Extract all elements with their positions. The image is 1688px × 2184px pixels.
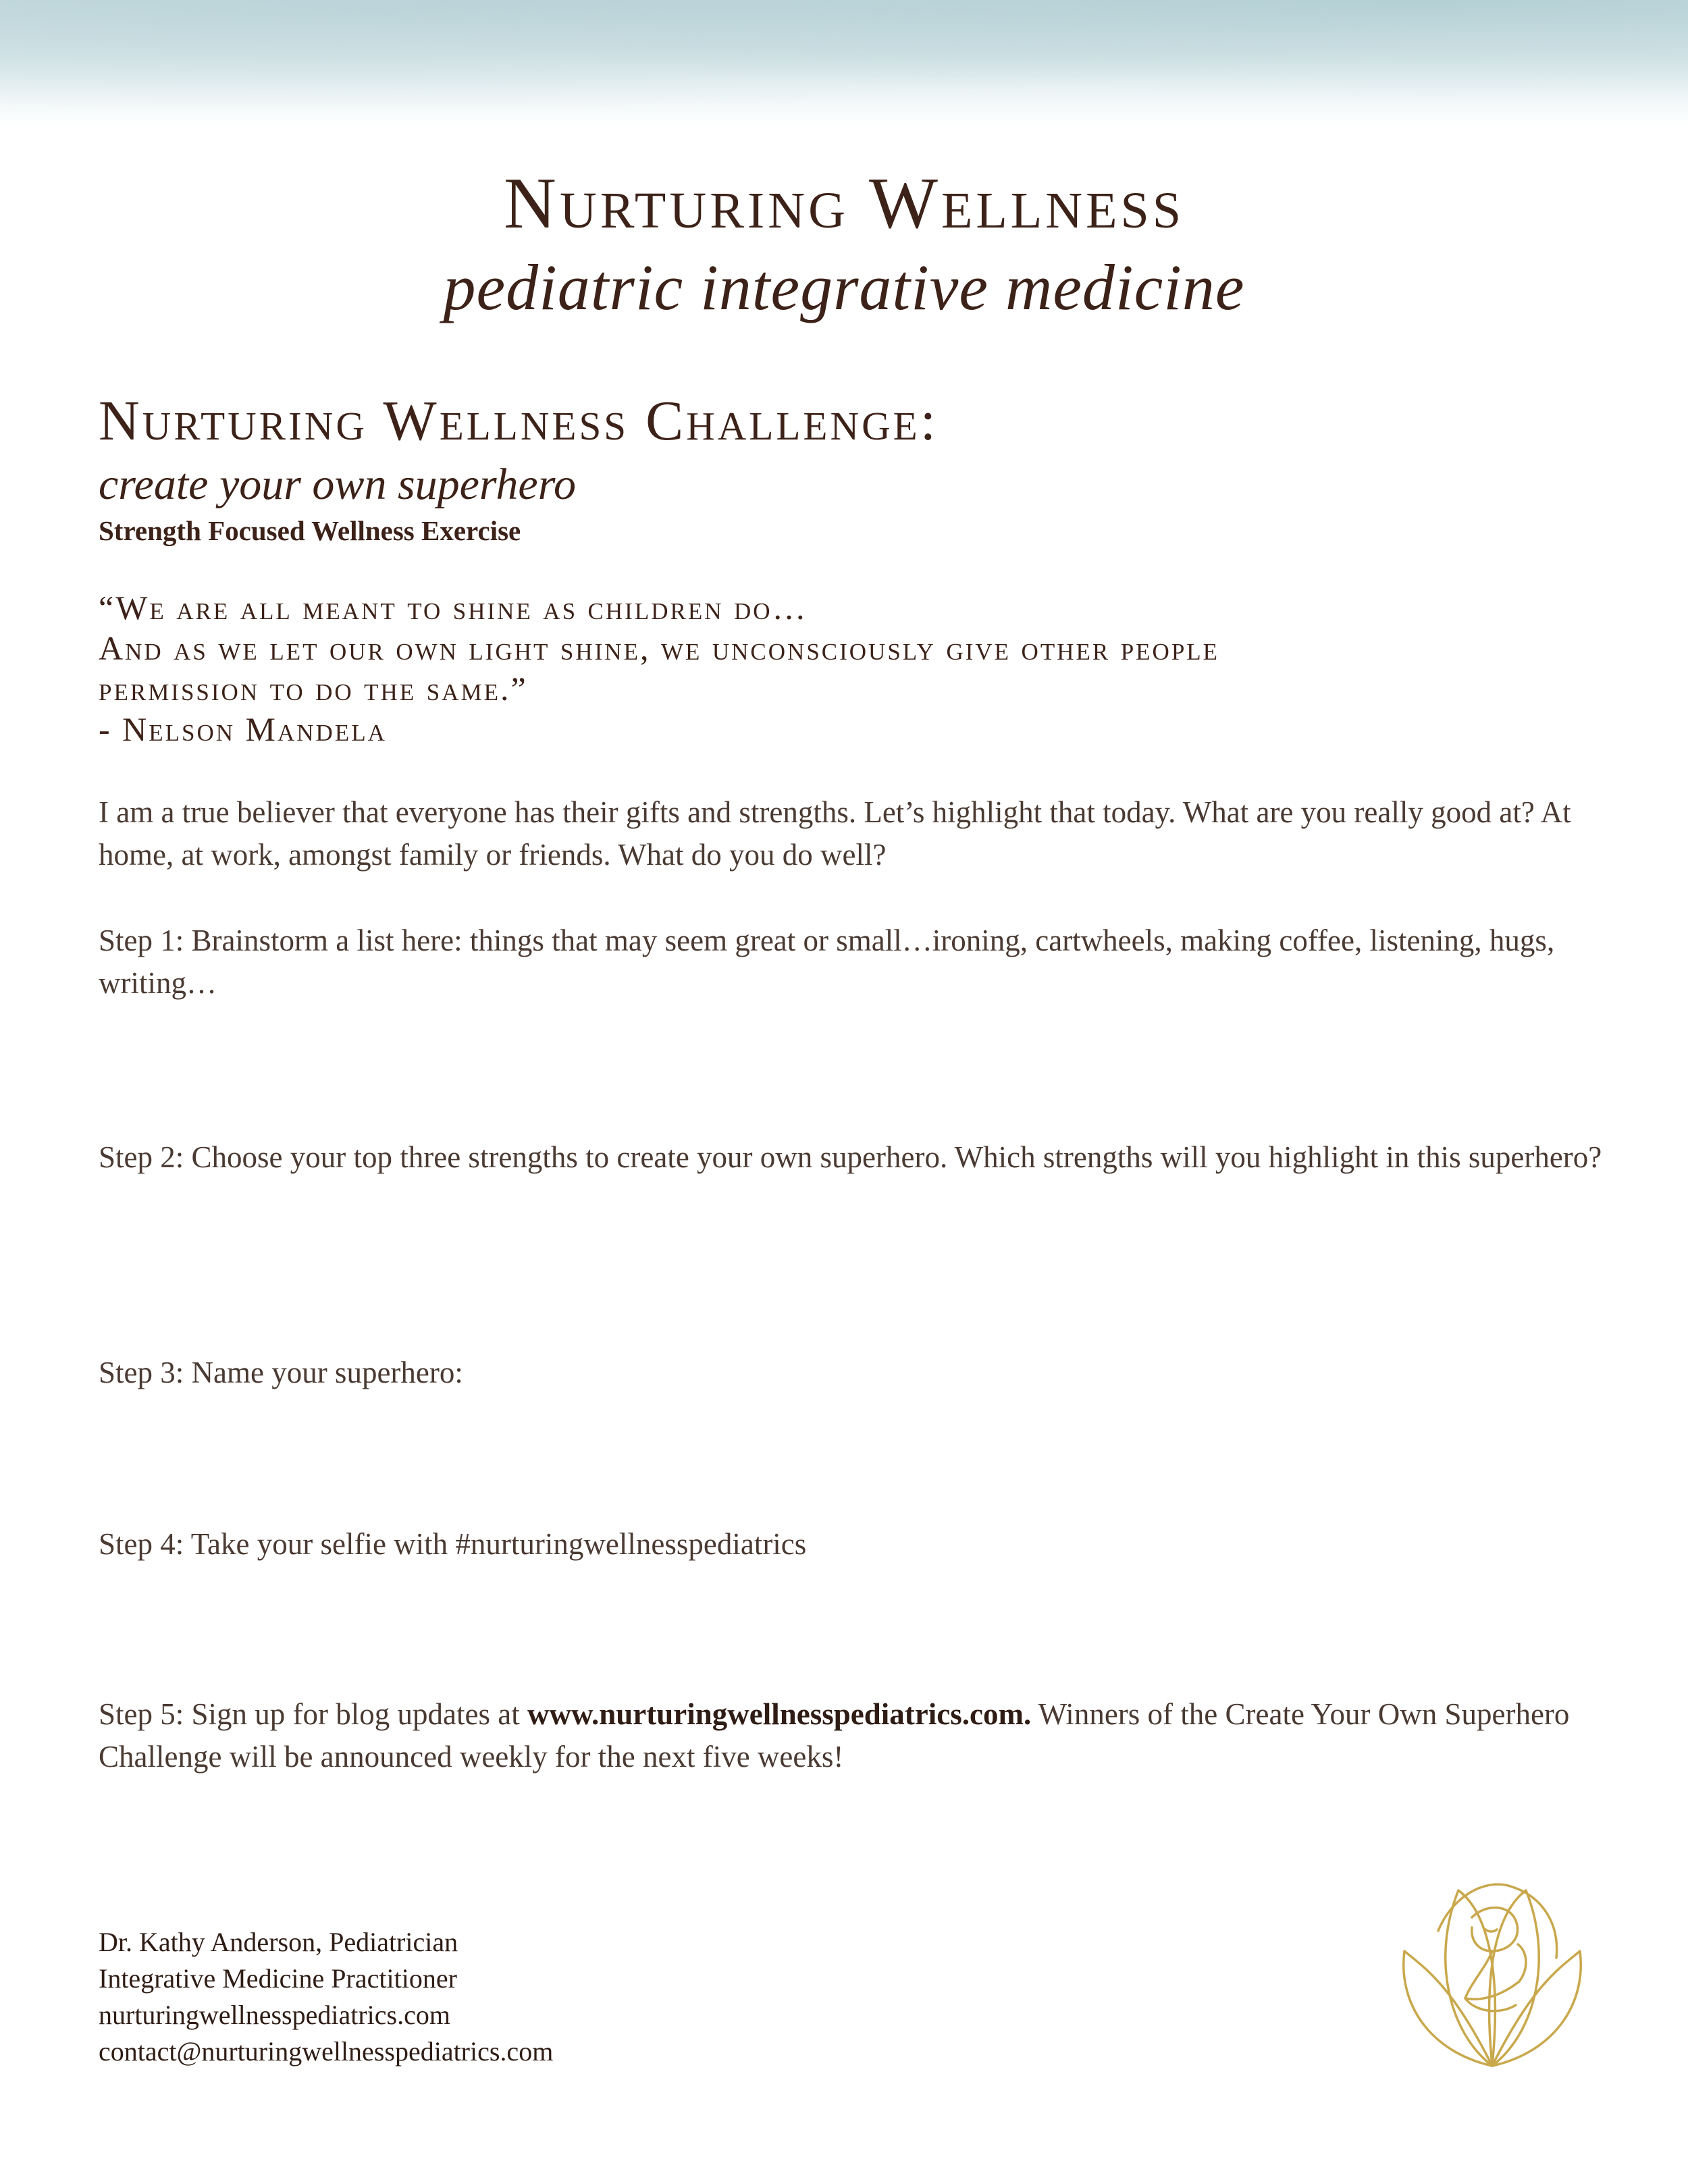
lotus-baby-icon xyxy=(1384,1850,1600,2079)
doctor-role: Integrative Medicine Practitioner xyxy=(99,1963,457,1994)
step-2: Step 2: Choose your top three strengths to create your own superhero. Which strengths will you highlight in this superhero? xyxy=(99,1140,1602,1174)
quote-line: And as we let our own light shine, we unconsciously give other people xyxy=(99,629,1220,667)
step-5 xyxy=(99,1693,1604,1778)
step-1: Step 1: Brainstorm a list here: things that may seem great or small…ironing, cartwheels, making coffee, listening, hugs, writing… xyxy=(99,924,1555,1000)
quote-block xyxy=(99,587,1618,749)
contact-block xyxy=(99,1924,553,2070)
brand-title: Nurturing Wellness xyxy=(503,163,1185,244)
step-5-suffix: Winners of the Create Your Own Superhero Challenge will be announced weekly for the next five weeks! xyxy=(99,1697,1570,1774)
step-3: Step 3: Name your superhero: xyxy=(99,1356,463,1389)
brand-subtitle: pediatric integrative medicine xyxy=(443,251,1245,323)
website-link[interactable]: www.nurturingwellnesspediatrics.com. xyxy=(527,1697,1032,1731)
step-5-prefix: Step 5: Sign up for blog updates at xyxy=(99,1697,527,1731)
step-4: Step 4: Take your selfie with #nurturingwellnesspediatrics xyxy=(99,1527,807,1561)
quote-line: permission to do the same.” xyxy=(99,670,528,708)
intro-paragraph: I am a true believer that everyone has their gifts and strengths. Let’s highlight that today. What are you really good at? At home, at work, amongst family or friends. What do you do well? xyxy=(99,795,1571,872)
exercise-label: Strength Focused Wellness Exercise xyxy=(99,515,521,546)
challenge-subtitle: create your own superhero xyxy=(99,460,576,509)
quote-line: “We are all meant to shine as children do… xyxy=(99,589,808,627)
footer-website[interactable]: nurturingwellnesspediatrics.com xyxy=(99,2000,450,2030)
doctor-name: Dr. Kathy Anderson, Pediatrician xyxy=(99,1927,458,1957)
footer-email[interactable]: contact@nurturingwellnesspediatrics.com xyxy=(99,2036,554,2067)
header-watercolor-band xyxy=(0,0,1688,128)
challenge-title: Nurturing Wellness Challenge: xyxy=(99,390,939,452)
quote-author: - Nelson Mandela xyxy=(99,710,387,748)
